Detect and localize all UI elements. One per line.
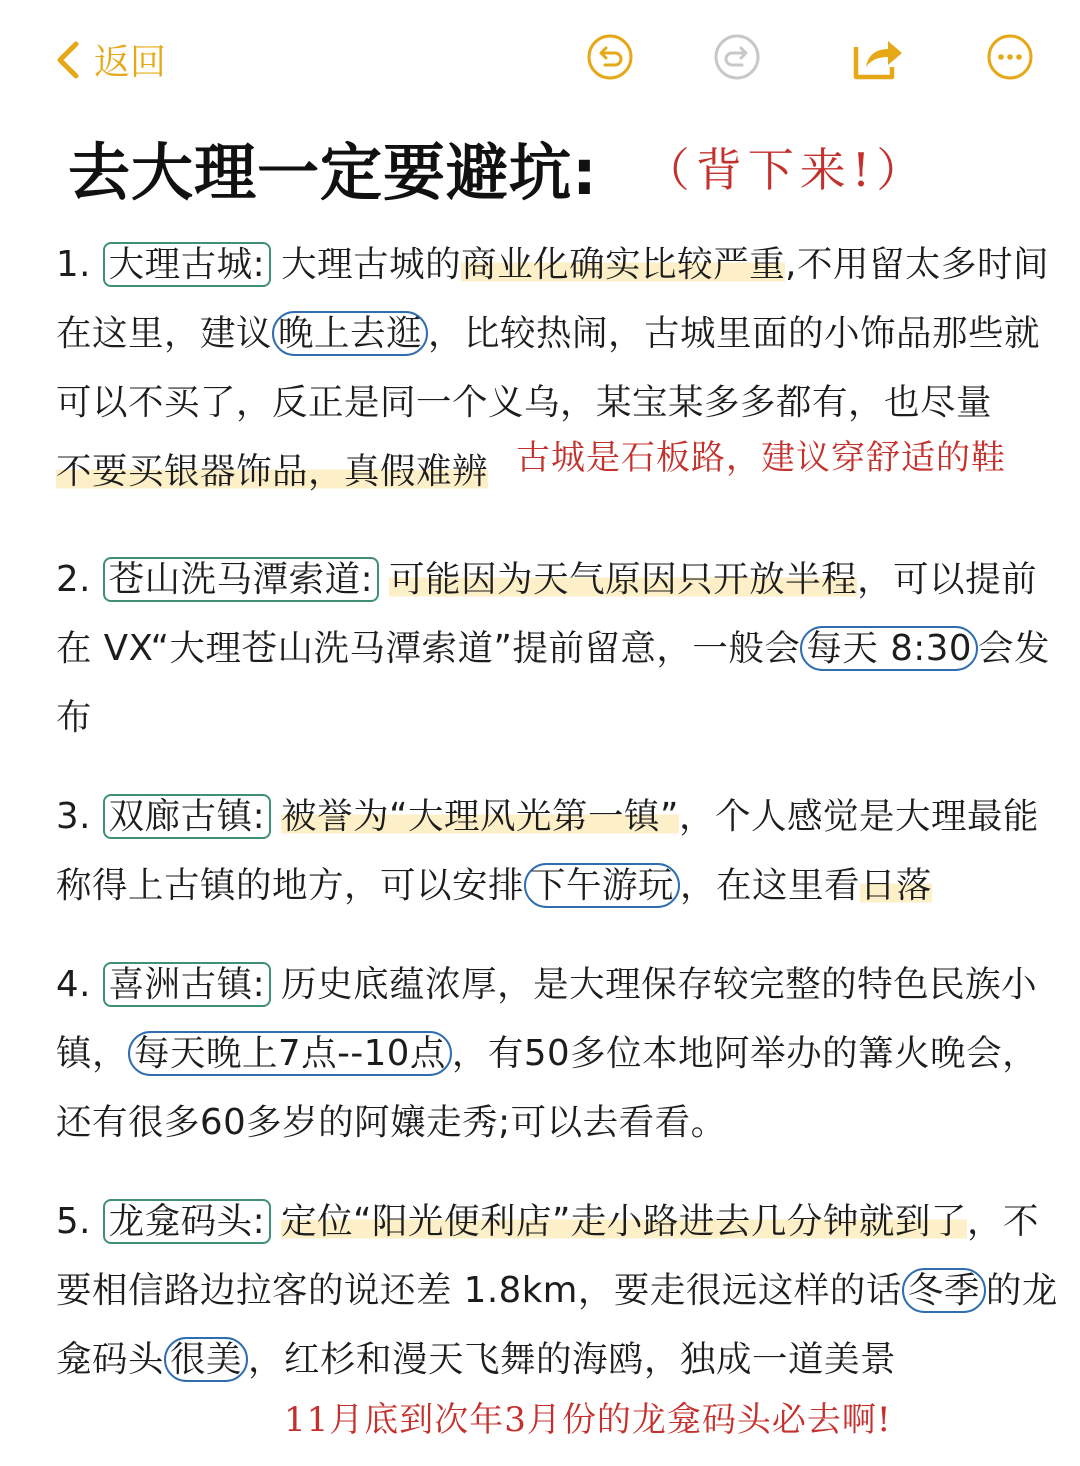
item-name-box: 大理古城: xyxy=(103,242,271,287)
item-number: 4. xyxy=(56,964,91,1005)
item-text: ，可以提前在 VX“大理苍山洗马潭索道”提前留意，一般会 xyxy=(56,559,1038,669)
circled-text: 很美 xyxy=(164,1337,248,1382)
item-name-box: 苍山洗马潭索道: xyxy=(103,557,379,602)
item-text: 历史底蕴浓厚，是大理保存较完整的特色民族小镇， xyxy=(56,964,1038,1074)
item-text: 的龙龛码头 xyxy=(56,1270,1058,1380)
redo-icon[interactable] xyxy=(713,33,761,81)
circled-text: 下午游玩 xyxy=(524,863,680,908)
item-number: 1. xyxy=(56,244,91,285)
item-number: 3. xyxy=(56,796,91,837)
page-title: 去大理一定要避坑: xyxy=(68,135,598,209)
item-text: 会发布 xyxy=(56,628,1050,738)
item-number: 5. xyxy=(56,1201,91,1242)
tip-item-4 xyxy=(56,950,1066,1157)
circled-text: 每天 8:30 xyxy=(800,626,978,671)
tip-item-2 xyxy=(56,545,1066,752)
item-text: ，在这里看 xyxy=(680,865,861,906)
top-toolbar xyxy=(0,0,1080,110)
item-name-box: 双廊古镇: xyxy=(103,794,271,839)
back-button[interactable] xyxy=(52,34,166,85)
tip-item-3 xyxy=(56,782,1066,920)
item-text: ，红杉和漫天飞舞的海鸥，独成一道美景 xyxy=(248,1339,897,1380)
item-text: 大理古城的 xyxy=(281,244,462,285)
item-text: ，个人感觉是大理最能称得上古镇的地方，可以安排 xyxy=(56,796,1039,906)
item-text: ，比较热闹，古城里面的小饰品那些就可以不买了，反正是同一个义乌，某宝某多多都有，也尽量 xyxy=(56,313,1041,423)
back-label: 返回 xyxy=(94,42,167,83)
chevron-left-icon xyxy=(52,38,82,82)
highlight: 商业化确实比较严重 xyxy=(461,244,786,285)
item-name-box: 喜洲古镇: xyxy=(103,962,271,1007)
undo-icon[interactable] xyxy=(586,33,634,81)
circled-text: 冬季 xyxy=(902,1268,986,1313)
tip-item-5 xyxy=(56,1187,1066,1394)
circled-text: 每天晚上7点--10点 xyxy=(128,1031,452,1076)
more-icon[interactable] xyxy=(986,33,1034,81)
share-icon[interactable] xyxy=(852,33,904,81)
highlight: 不要买银器饰品，真假难辨 xyxy=(56,451,489,492)
handwritten-note: 古城是石板路，建议穿舒适的鞋 xyxy=(516,438,1006,478)
highlight: 定位“阳光便利店”走小路进去几分钟就到了 xyxy=(281,1201,967,1242)
handwritten-note: 11月底到次年3月份的龙龛码头必去啊! xyxy=(284,1400,892,1440)
item-number: 2. xyxy=(56,559,91,600)
highlight: 可能因为天气原因只开放半程 xyxy=(389,559,858,600)
highlight: 日落 xyxy=(860,865,933,906)
item-name-box: 龙龛码头: xyxy=(103,1199,271,1244)
title-handwritten-note: （背下来!） xyxy=(643,143,929,197)
item-text: ,不用留太多时间在这里，建议 xyxy=(56,244,1049,354)
title-row xyxy=(68,122,1048,212)
highlight: 被誉为“大理风光第一镇” xyxy=(281,796,679,837)
item-text: ，不要相信路边拉客的说还差 1.8km，要走很远这样的话 xyxy=(56,1201,1039,1311)
item-text: ，有50多位本地阿举办的篝火晚会，还有很多60多岁的阿孃走秀;可以去看看。 xyxy=(56,1033,1039,1143)
circled-text: 晚上去逛 xyxy=(272,311,428,356)
